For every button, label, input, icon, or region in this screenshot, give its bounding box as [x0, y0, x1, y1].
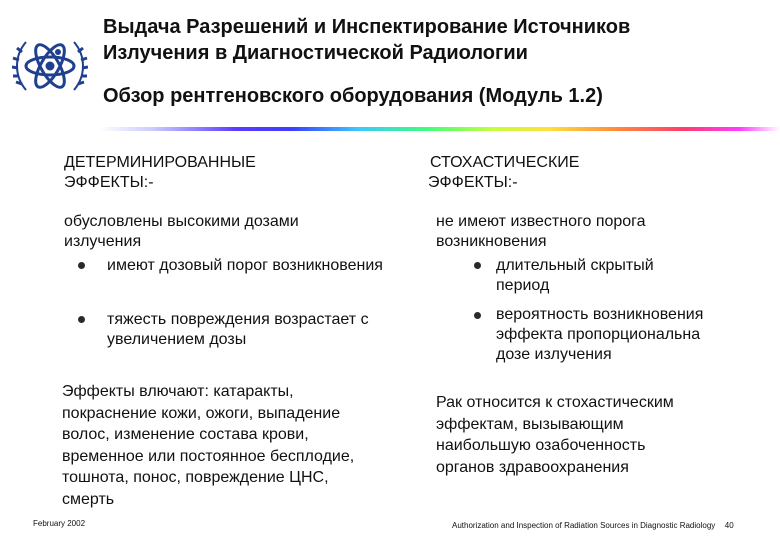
- left-heading-line-2: ЭФФЕКТЫ:-: [64, 174, 154, 191]
- left-bullet-2-line-1: тяжесть повреждения возрастает с: [107, 311, 369, 328]
- right-bullet-2-line-3: дозе излучения: [496, 346, 612, 363]
- rainbow-divider: [100, 127, 780, 131]
- title-line-2: Излучения в Диагностической Радиологии: [103, 42, 528, 64]
- right-bullet-1-line-1: длительный скрытый: [496, 257, 654, 274]
- left-bullet-2-line-2: увеличением дозы: [107, 331, 247, 348]
- left-effects-line-2: покраснение кожи, ожоги, выпадение: [62, 404, 341, 422]
- right-heading-line-2: ЭФФЕКТЫ:-: [428, 174, 518, 191]
- right-bullet-2: [496, 305, 703, 365]
- title-line-1: Выдача Разрешений и Инспектирование Источников: [103, 16, 631, 38]
- left-cause: [64, 212, 299, 252]
- right-heading: [428, 153, 579, 193]
- bullet-dot-icon: [78, 262, 85, 269]
- left-effects-line-6: смерть: [62, 490, 115, 508]
- left-effects-line-1: Эффекты влючают: катаракты,: [62, 383, 294, 400]
- footer-source-text: Authorization and Inspection of Radiation Sources in Diagnostic Radiology: [452, 521, 716, 530]
- right-bullet-2-line-2: эффекта пропорциональна: [496, 326, 701, 343]
- bullet-dot-icon: [78, 316, 85, 323]
- right-note-line-3: наибольшую озабоченность: [436, 437, 646, 454]
- bullet-dot-icon: [474, 262, 481, 269]
- footer-page-number: 40: [724, 521, 734, 530]
- left-effects-line-3: волос, изменение состава крови,: [62, 426, 309, 443]
- page-title: [103, 14, 763, 66]
- right-cause-line-2: возникновения: [436, 233, 547, 250]
- right-note-line-1: Рак относится к стохастическим: [436, 394, 674, 411]
- iaea-atom-logo-icon: [12, 28, 88, 104]
- right-cause: [436, 212, 646, 252]
- left-bullet-1: имеют дозовый порог возникновения: [107, 257, 383, 274]
- footer-date: February 2002: [33, 519, 86, 528]
- right-note-line-2: эффектам, вызывающим: [436, 415, 624, 433]
- page-subtitle: Обзор рентгеновского оборудования (Модуль 1.2): [103, 85, 603, 107]
- left-effects-line-5: тошнота, понос, повреждение ЦНС,: [62, 469, 329, 486]
- right-cause-line-1: не имеют известного порога: [436, 213, 646, 230]
- bullet-dot-icon: [474, 312, 481, 319]
- left-effects: [62, 381, 354, 510]
- right-bullet-1-line-2: период: [496, 277, 550, 294]
- right-bullet-2-line-1: вероятность возникновения: [496, 306, 704, 323]
- left-heading: [64, 153, 256, 193]
- left-bullet-2: [107, 310, 369, 350]
- left-effects-line-4: временное или постоянное бесплодие,: [62, 447, 355, 465]
- footer-source: [452, 521, 734, 530]
- left-cause-line-2: излучения: [64, 233, 142, 250]
- right-note: [436, 392, 674, 478]
- left-cause-line-1: обусловлены высокими дозами: [64, 213, 299, 230]
- right-bullet-1: [496, 256, 654, 296]
- right-note-line-4: органов здравоохранения: [436, 458, 629, 476]
- left-heading-line-1: ДЕТЕРМИНИРОВАННЫЕ: [64, 154, 256, 171]
- right-heading-line-1: СТОХАСТИЧЕСКИЕ: [430, 154, 580, 171]
